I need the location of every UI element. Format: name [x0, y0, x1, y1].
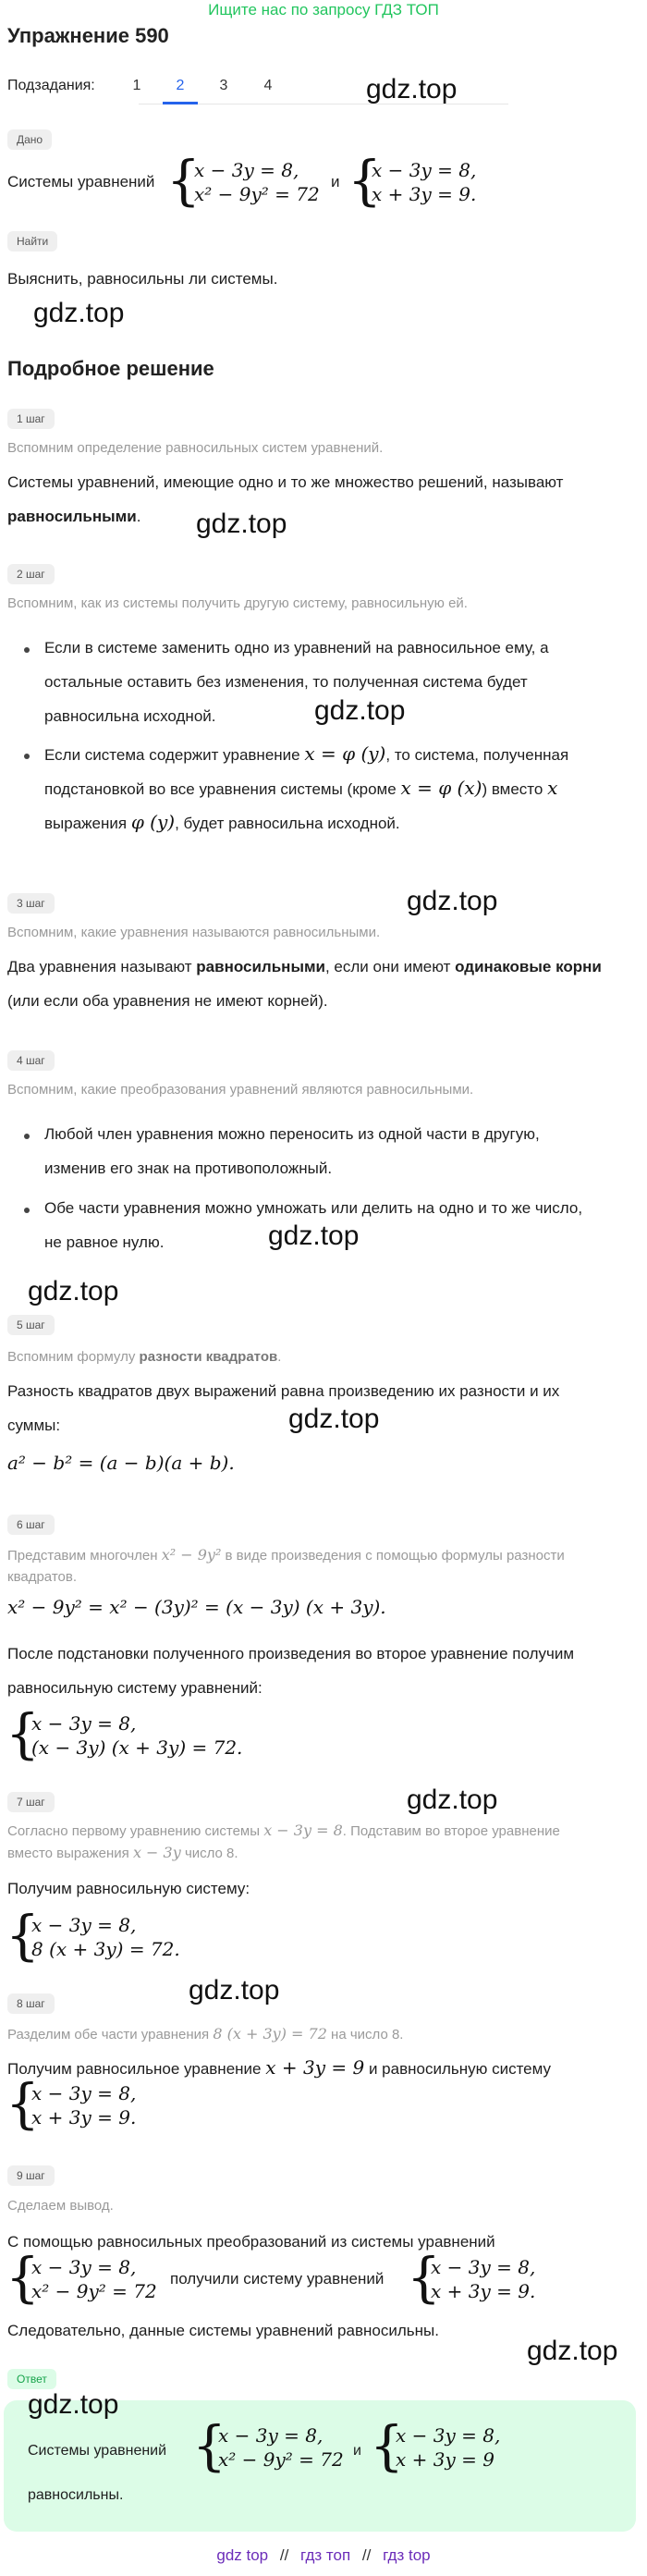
- find-text: Выяснить, равносильны ли системы.: [7, 270, 278, 288]
- watermark: gdz.top: [189, 1975, 280, 2006]
- step-pill: 7 шаг: [7, 1792, 55, 1812]
- footer-link[interactable]: гдз топ: [300, 2546, 351, 2564]
- system-eq: x² − 9y² = 72: [31, 2280, 157, 2302]
- system-brace: {: [6, 2072, 40, 2135]
- step-text: После подстановки полученного произведения во второе уравнение получим: [7, 1645, 575, 1662]
- step-hint: Вспомним формулу разности квадратов.: [7, 1349, 282, 1365]
- watermark: gdz.top: [527, 2336, 618, 2366]
- answer-sys2-eq1: x − 3y = 8,: [396, 2424, 501, 2447]
- system-eq: x − 3y = 8,: [31, 2256, 137, 2278]
- answer-sys2-eq2: x + 3y = 9: [396, 2448, 494, 2471]
- watermark: gdz.top: [196, 509, 287, 539]
- watermark: gdz.top: [268, 1221, 360, 1251]
- footer: [0, 2546, 647, 2565]
- bullet-text: выражения φ (y), будет равносильна исходной.: [44, 811, 400, 833]
- bullet-text: подстановкой во все уравнения системы (кроме x = φ (x)) вместо x: [44, 777, 558, 799]
- system-brace: {: [6, 1904, 40, 1967]
- watermark: gdz.top: [366, 74, 458, 104]
- answer-sys1-eq2: x² − 9y² = 72: [218, 2448, 344, 2471]
- system-eq: 8 (x + 3y) = 72.: [31, 1938, 180, 1960]
- watermark: gdz.top: [407, 886, 498, 916]
- bullet-text: Обе части уравнения можно умножать или делить на одно и то же число,: [44, 1199, 583, 1217]
- given-sys1-eq2: x² − 9y² = 72: [194, 183, 320, 205]
- system-brace: {: [166, 149, 201, 212]
- footer-separator: //: [279, 2546, 289, 2564]
- step-text: равносильными.: [7, 508, 141, 525]
- watermark: gdz.top: [33, 298, 125, 328]
- step-text: Следовательно, данные системы уравнений равносильны.: [7, 2322, 439, 2339]
- step-text: получили систему уравнений: [170, 2270, 385, 2288]
- step-text: суммы:: [7, 1417, 61, 1434]
- system-eq: x − 3y = 8,: [431, 2256, 536, 2278]
- footer-link[interactable]: гдз top: [383, 2546, 431, 2564]
- step-hint: Вспомним определение равносильных систем уравнений.: [7, 440, 384, 456]
- watermark: gdz.top: [28, 2389, 119, 2420]
- given-sys2-eq2: x + 3y = 9.: [372, 183, 477, 205]
- formula: x² − 9y² = x² − (3y)² = (x − 3y) (x + 3y).: [7, 1596, 386, 1618]
- step-pill: 5 шаг: [7, 1315, 55, 1335]
- footer-link[interactable]: gdz top: [216, 2546, 269, 2564]
- step-text: Два уравнения называют равносильными, если они имеют одинаковые корни: [7, 958, 602, 975]
- watermark: gdz.top: [288, 1404, 380, 1434]
- solution-title: Подробное решение: [7, 357, 214, 380]
- step-pill: 3 шаг: [7, 893, 55, 914]
- answer-sys1-eq1: x − 3y = 8,: [218, 2424, 324, 2447]
- bullet-text: Если система содержит уравнение x = φ (y), то система, полученная: [44, 742, 569, 765]
- system-brace: {: [348, 149, 382, 212]
- step-hint: Вспомним, какие преобразования уравнений являются равносильными.: [7, 1082, 474, 1098]
- bullet-icon: [24, 754, 30, 759]
- step-hint: квадратов.: [7, 1569, 77, 1585]
- system-eq: x − 3y = 8,: [31, 1712, 137, 1735]
- step-pill: 6 шаг: [7, 1515, 55, 1535]
- active-tab-indicator: [163, 102, 198, 104]
- bullet-text: Любой член уравнения можно переносить из одной части в другую,: [44, 1125, 540, 1143]
- answer-and: и: [353, 2443, 361, 2459]
- system-brace: {: [6, 1702, 40, 1765]
- answer-end: равносильны.: [28, 2487, 124, 2503]
- step-hint: Представим многочлен x² − 9y² в виде произведения с помощью формулы разности: [7, 1546, 565, 1564]
- bullet-text: равносильна исходной.: [44, 707, 216, 725]
- step-hint: Вспомним, какие уравнения называются равносильными.: [7, 925, 381, 940]
- step-pill: 4 шаг: [7, 1050, 55, 1071]
- given-and: и: [331, 173, 340, 190]
- bullet-icon: [24, 647, 30, 653]
- watermark: gdz.top: [314, 695, 406, 726]
- formula: a² − b² = (a − b)(a + b).: [7, 1452, 235, 1474]
- watermark: gdz.top: [28, 1276, 119, 1306]
- step-text: С помощью равносильных преобразований из системы уравнений: [7, 2233, 495, 2251]
- system-brace: {: [370, 2414, 404, 2477]
- given-prefix: Системы уравнений: [7, 173, 155, 190]
- subtask-tab-2[interactable]: 2: [176, 78, 185, 93]
- answer-pill: Ответ: [7, 2369, 56, 2389]
- footer-separator: //: [361, 2546, 372, 2564]
- given-sys2-eq1: x − 3y = 8,: [372, 159, 477, 181]
- bullet-text: не равное нулю.: [44, 1233, 165, 1251]
- system-eq: x − 3y = 8,: [31, 1914, 137, 1936]
- bullet-text: остальные оставить без изменения, то полученная система будет: [44, 673, 528, 691]
- subtask-tab-1[interactable]: 1: [132, 78, 141, 93]
- bullet-text: изменив его знак на противоположный.: [44, 1159, 333, 1177]
- system-eq: (x − 3y) (x + 3y) = 72.: [31, 1736, 243, 1759]
- subtasks-label: Подзадания:: [7, 78, 95, 93]
- system-brace: {: [6, 2246, 40, 2309]
- subtask-tab-3[interactable]: 3: [219, 78, 228, 93]
- bullet-icon: [24, 1134, 30, 1139]
- step-hint: Вспомним, как из системы получить другую систему, равносильную ей.: [7, 595, 468, 611]
- page-title: Упражнение 590: [7, 24, 169, 47]
- step-hint: Разделим обе части уравнения 8 (x + 3y) = 72 на число 8.: [7, 2025, 404, 2042]
- step-text: Получим равносильное уравнение x + 3y = 9 и равносильную систему: [7, 2056, 552, 2079]
- system-eq: x + 3y = 9.: [431, 2280, 536, 2302]
- system-brace: {: [407, 2246, 441, 2309]
- bullet-text: Если в системе заменить одно из уравнений на равносильное ему, а: [44, 639, 549, 656]
- subtask-tab-4[interactable]: 4: [263, 78, 273, 93]
- system-eq: x − 3y = 8,: [31, 2082, 137, 2104]
- given-pill: Дано: [7, 129, 52, 150]
- step-text: Получим равносильную систему:: [7, 1880, 250, 1897]
- step-hint: Сделаем вывод.: [7, 2198, 114, 2214]
- step-pill: 8 шаг: [7, 1993, 55, 2014]
- system-eq: x + 3y = 9.: [31, 2106, 137, 2128]
- step-text: Системы уравнений, имеющие одно и то же множество решений, называют: [7, 473, 564, 491]
- top-banner[interactable]: Ищите нас по запросу ГДЗ ТОП: [208, 1, 439, 18]
- step-pill: 9 шаг: [7, 2165, 55, 2186]
- step-hint: Согласно первому уравнению системы x − 3y = 8. Подставим во второе уравнение: [7, 1822, 560, 1839]
- system-brace: {: [192, 2414, 226, 2477]
- step-hint: вместо выражения x − 3y число 8.: [7, 1844, 238, 1861]
- given-sys1-eq1: x − 3y = 8,: [194, 159, 299, 181]
- step-pill: 1 шаг: [7, 409, 55, 429]
- step-text: Разность квадратов двух выражений равна произведению их разности и их: [7, 1382, 560, 1400]
- step-text: равносильную систему уравнений:: [7, 1679, 262, 1697]
- step-text: (или если оба уравнения не имеют корней).: [7, 992, 328, 1010]
- bullet-icon: [24, 1208, 30, 1213]
- step-pill: 2 шаг: [7, 564, 55, 584]
- answer-prefix: Системы уравнений: [28, 2443, 167, 2459]
- watermark: gdz.top: [407, 1785, 498, 1815]
- find-pill: Найти: [7, 231, 57, 251]
